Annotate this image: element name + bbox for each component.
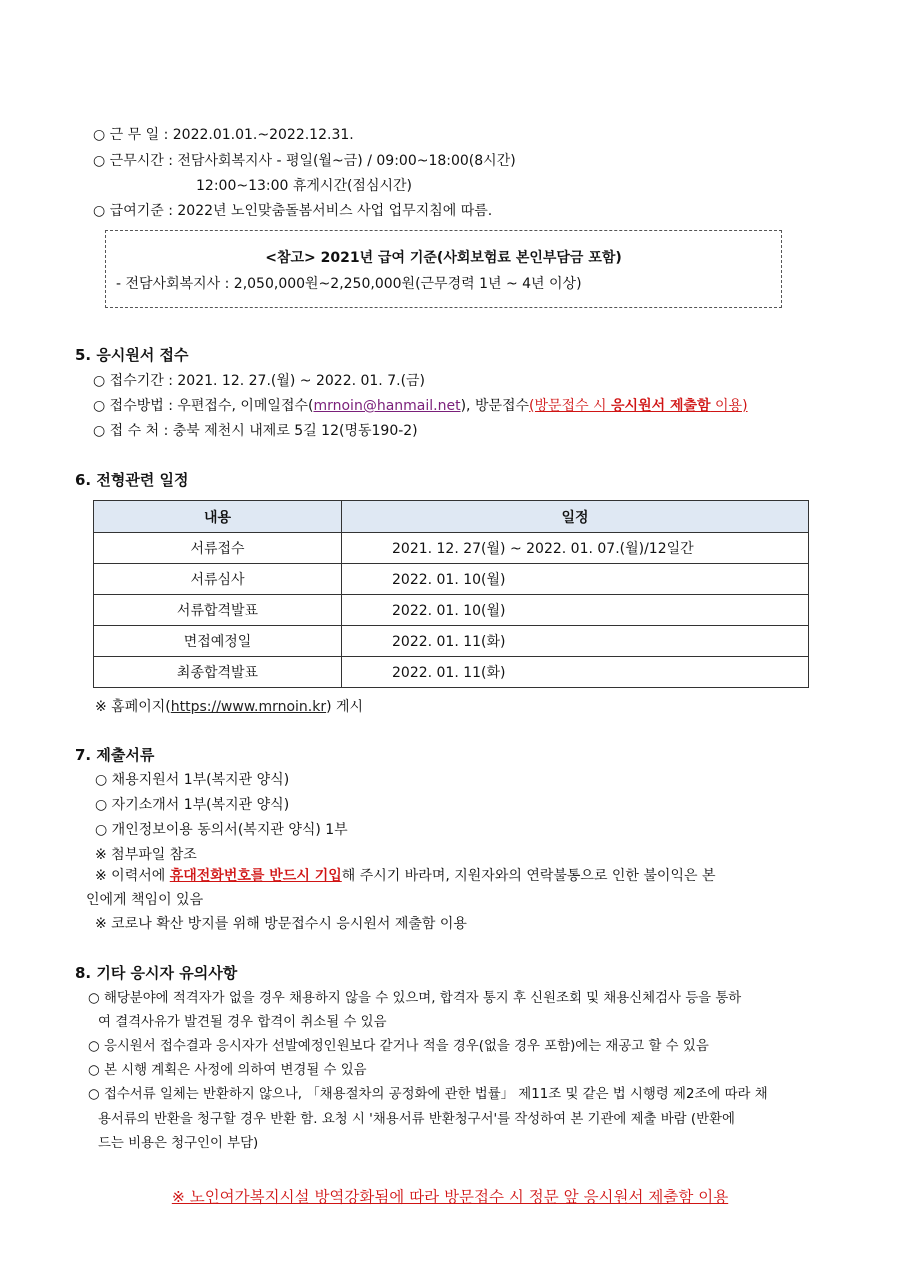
section-8-title: 8. 기타 응시자 유의사항	[75, 964, 238, 982]
schedule-date: 2022. 01. 10(월)	[342, 595, 809, 626]
table-row	[94, 595, 809, 626]
salary-note-box	[105, 230, 782, 308]
doc-application-form: ○ 채용지원서 1부(복지관 양식)	[95, 772, 290, 788]
work-period: ○ 근 무 일 : 2022.01.01.~2022.12.31.	[93, 127, 354, 143]
section-7-title: 7. 제출서류	[75, 746, 155, 764]
homepage-notice: ※ 홈페이지(https://www.mrnoin.kr) 게시	[95, 699, 364, 715]
section-5-title: 5. 응시원서 접수	[75, 346, 189, 364]
schedule-table	[93, 500, 809, 688]
homepage-link[interactable]: https://www.mrnoin.kr	[170, 699, 327, 715]
schedule-date: 2022. 01. 10(월)	[342, 564, 809, 595]
final-notice: ※ 노인여가복지시설 방역강화됨에 따라 방문접수 시 정문 앞 응시원서 제출함 이용	[171, 1188, 729, 1206]
doc-privacy-consent: ○ 개인정보이용 동의서(복지관 양식) 1부	[95, 822, 348, 838]
work-hours: ○ 근무시간 : 전담사회복지사 - 평일(월~금) / 09:00~18:00(8시간)	[93, 153, 516, 169]
salary-note-title: <참고> 2021년 급여 기준(사회보험료 본인부담금 포함)	[265, 250, 622, 266]
work-hours-break: 12:00~13:00 휴게시간(점심시간)	[196, 178, 412, 194]
pay-standard: ○ 급여기준 : 2022년 노인맞춤돌봄서비스 사업 업무지침에 따름.	[93, 203, 493, 219]
table-row	[94, 533, 809, 564]
caution-4-cont2: 드는 비용은 청구인이 부담)	[98, 1136, 259, 1151]
email-link[interactable]: mrnoin@hanmail.net	[313, 398, 461, 414]
table-row	[94, 657, 809, 688]
schedule-header-row	[94, 501, 809, 533]
application-method: ○ 접수방법 : 우편접수, 이메일접수(mrnoin@hanmail.net), 방문접수(방문접수 시 응시원서 제출함 이용)	[93, 398, 748, 414]
phone-notice: ※ 이력서에 휴대전화번호를 반드시 기입해 주시기 바라며, 지원자와의 연락불통으로 인한 불이익은 본	[95, 868, 716, 884]
section-6-title: 6. 전형관련 일정	[75, 471, 189, 489]
caution-4: ○ 접수서류 일체는 반환하지 않으나, 「채용절차의 공정화에 관한 법률」 제11조 및 같은 법 시행령 제2조에 따라 채	[88, 1087, 768, 1102]
covid-notice: ※ 코로나 확산 방지를 위해 방문접수시 응시원서 제출함 이용	[95, 916, 467, 932]
caution-3: ○ 본 시행 계획은 사정에 의하여 변경될 수 있음	[88, 1063, 367, 1078]
schedule-header-item: 내용	[94, 501, 342, 533]
caution-1: ○ 해당분야에 적격자가 없을 경우 채용하지 않을 수 있으며, 합격자 통지 후 신원조회 및 채용신체검사 등을 통하	[88, 991, 742, 1006]
application-period: ○ 접수기간 : 2021. 12. 27.(월) ~ 2022. 01. 7.(금)	[93, 373, 426, 389]
table-row	[94, 564, 809, 595]
schedule-date: 2022. 01. 11(화)	[342, 626, 809, 657]
doc-self-intro: ○ 자기소개서 1부(복지관 양식)	[95, 797, 290, 813]
schedule-item: 서류합격발표	[94, 595, 342, 626]
schedule-date: 2022. 01. 11(화)	[342, 657, 809, 688]
salary-note-body: - 전담사회복지사 : 2,050,000원~2,250,000원(근무경력 1년 ~ 4년 이상)	[116, 276, 582, 292]
schedule-date: 2021. 12. 27(월) ~ 2022. 01. 07.(월)/12일간	[342, 533, 809, 564]
schedule-item: 서류심사	[94, 564, 342, 595]
phone-notice-cont: 인에게 책임이 있음	[86, 892, 204, 908]
attachment-note: ※ 첨부파일 참조	[95, 847, 197, 863]
schedule-header-date: 일정	[342, 501, 809, 533]
caution-4-cont: 용서류의 반환을 청구할 경우 반환 함. 요청 시 '채용서류 반환청구서'를 작성하여 본 기관에 제출 바람 (반환에	[98, 1112, 735, 1127]
schedule-item: 서류접수	[94, 533, 342, 564]
caution-1-cont: 여 결격사유가 발견될 경우 합격이 취소될 수 있음	[98, 1015, 387, 1030]
schedule-item: 최종합격발표	[94, 657, 342, 688]
caution-2: ○ 응시원서 접수결과 응시자가 선발예정인원보다 같거나 적을 경우(없을 경우 포함)에는 재공고 할 수 있음	[88, 1039, 709, 1054]
application-address: ○ 접 수 처 : 충북 제천시 내제로 5길 12(명동190-2)	[93, 423, 418, 439]
table-row	[94, 626, 809, 657]
schedule-item: 면접예정일	[94, 626, 342, 657]
